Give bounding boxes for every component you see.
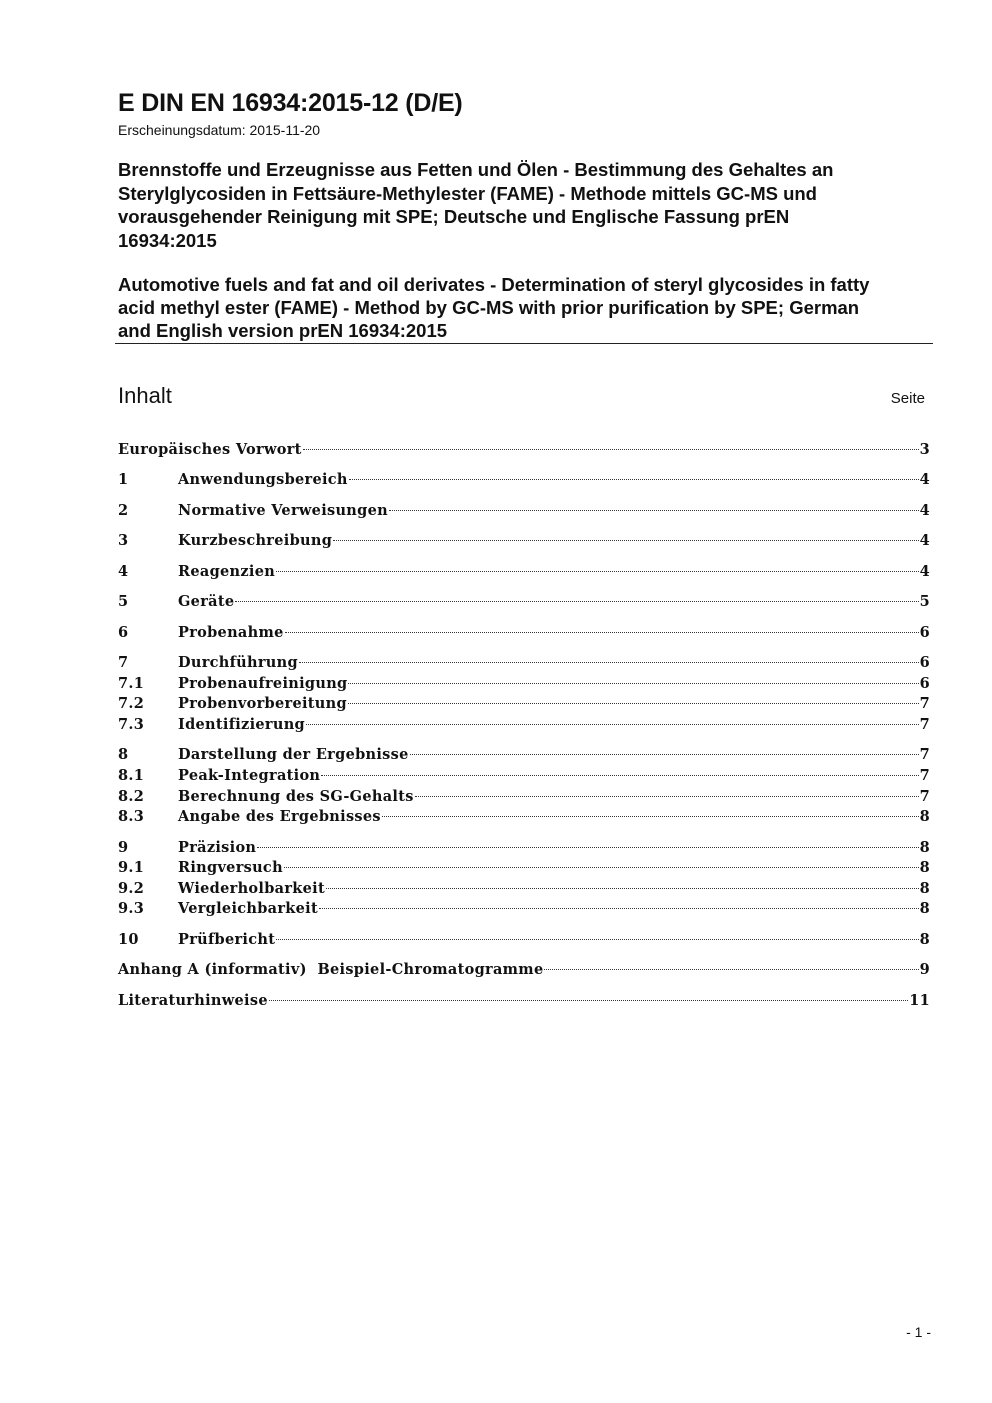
toc-entry-page: 5 <box>919 593 930 610</box>
toc-dot-leader <box>415 796 919 797</box>
toc-entry[interactable] <box>118 991 930 1011</box>
toc-dot-leader <box>257 847 918 848</box>
toc-entry-title: Probenaufreinigung <box>178 675 348 692</box>
toc-entry-number: 9.3 <box>118 900 145 917</box>
toc-entry-number: 4 <box>118 563 129 580</box>
toc-dot-leader <box>389 510 919 511</box>
toc-entry-title: Normative Verweisungen <box>178 502 388 519</box>
toc-entry[interactable] <box>118 531 930 551</box>
toc-dot-leader <box>544 969 918 970</box>
toc-entry-page: 4 <box>919 563 930 580</box>
toc-entry-number: 2 <box>118 502 129 519</box>
toc-entry[interactable] <box>118 745 930 765</box>
toc-entry-title: Berechnung des SG-Gehalts <box>178 788 414 805</box>
toc-entry-page: 7 <box>919 788 930 805</box>
title-german-line: Sterylglycosiden in Fettsäure-Methylester (FAME) - Methode mittels GC-MS und <box>118 182 817 204</box>
toc-entry-page: 11 <box>909 992 930 1009</box>
toc-entry[interactable] <box>118 960 930 980</box>
document-number: E DIN EN 16934:2015-12 (D/E) <box>118 89 463 117</box>
toc-entry-title: Prüfbericht <box>178 931 276 948</box>
toc-entry-number: 7.1 <box>118 675 145 692</box>
toc-entry-number: 7 <box>118 654 129 671</box>
toc-entry-number: 8.1 <box>118 767 145 784</box>
title-german-line: vorausgehender Reinigung mit SPE; Deutsche und Englische Fassung prEN <box>118 206 790 227</box>
toc-dot-leader <box>348 683 918 684</box>
title-english-line: Automotive fuels and fat and oil derivates - Determination of steryl glycosides in fatty <box>118 274 870 295</box>
toc-entry-title: Darstellung der Ergebnisse <box>178 746 409 763</box>
toc-entry[interactable] <box>118 787 930 807</box>
toc-dot-leader <box>303 449 919 450</box>
toc-dot-leader <box>276 571 919 572</box>
toc-entry-title: Probenvorbereitung <box>178 695 347 712</box>
title-english <box>118 273 934 342</box>
toc-dot-leader <box>235 601 918 602</box>
toc-entry[interactable] <box>118 440 930 460</box>
toc-dot-leader <box>349 479 919 480</box>
toc-entry[interactable] <box>118 470 930 490</box>
toc-dot-leader <box>410 754 919 755</box>
toc-entry[interactable] <box>118 501 930 521</box>
toc-entry-number: 7.3 <box>118 716 145 733</box>
toc-entry-number: 8 <box>118 746 129 763</box>
toc-dot-leader <box>285 632 919 633</box>
toc-entry[interactable] <box>118 562 930 582</box>
toc-dot-leader <box>319 908 919 909</box>
toc-entry-page: 7 <box>919 695 930 712</box>
toc-entry[interactable] <box>118 694 930 714</box>
toc-entry-number: 8.2 <box>118 788 145 805</box>
toc-dot-leader <box>284 867 919 868</box>
toc-entry-title: Literaturhinweise <box>118 992 268 1009</box>
toc-entry[interactable] <box>118 623 930 643</box>
toc-entry-title: Europäisches Vorwort <box>118 441 302 458</box>
title-german <box>118 158 934 252</box>
toc-entry-number: 7.2 <box>118 695 145 712</box>
toc-heading: Inhalt <box>118 383 172 408</box>
toc-entry-title: Peak-Integration <box>178 767 321 784</box>
toc-page-label: Seite <box>890 390 925 407</box>
toc-entry[interactable] <box>118 674 930 694</box>
toc-entry-title: Ringversuch <box>178 859 283 876</box>
toc-entry-title: Angabe des Ergebnisses <box>178 808 381 825</box>
title-german-line: 16934:2015 <box>118 229 217 251</box>
toc-entry-page: 7 <box>919 746 930 763</box>
toc-entry-page: 6 <box>919 675 930 692</box>
toc-entry-title: Identifizierung <box>178 716 305 733</box>
toc-dot-leader <box>348 703 919 704</box>
toc-entry-title: Anhang A (informativ) Beispiel-Chromatogramme <box>118 961 544 978</box>
toc-entry-title: Probenahme <box>178 624 284 641</box>
toc-dot-leader <box>326 888 919 889</box>
toc-entry[interactable] <box>118 807 930 827</box>
toc-entry-page: 7 <box>919 716 930 733</box>
toc-entry-page: 7 <box>919 767 930 784</box>
toc-dot-leader <box>333 540 918 541</box>
toc-entry-title: Präzision <box>178 839 257 856</box>
toc-entry-number: 3 <box>118 532 129 549</box>
toc-entry[interactable] <box>118 899 930 919</box>
toc-entry-number: 1 <box>118 471 129 488</box>
toc-entry-page: 4 <box>919 502 930 519</box>
toc-entry-title: Kurzbeschreibung <box>178 532 333 549</box>
toc-entry-page: 8 <box>919 900 930 917</box>
toc-entry-page: 6 <box>919 654 930 671</box>
toc-entry-title: Anwendungsbereich <box>178 471 348 488</box>
toc-entry[interactable] <box>118 715 930 735</box>
toc-entry-page: 4 <box>919 471 930 488</box>
toc-entry-number: 9.1 <box>118 859 145 876</box>
toc-entry-page: 3 <box>919 441 930 458</box>
toc-entry[interactable] <box>118 766 930 786</box>
toc-entry[interactable] <box>118 838 930 858</box>
toc-entry[interactable] <box>118 653 930 673</box>
title-divider <box>115 343 933 344</box>
toc-entry-page: 6 <box>919 624 930 641</box>
toc-entry-title: Geräte <box>178 593 235 610</box>
toc-entry-page: 8 <box>919 808 930 825</box>
toc-entry-page: 8 <box>919 931 930 948</box>
toc-entry-page: 8 <box>919 839 930 856</box>
title-german-line: Brennstoffe und Erzeugnisse aus Fetten und Ölen - Bestimmung des Gehaltes an <box>118 159 834 180</box>
toc-entry[interactable] <box>118 592 930 612</box>
page-number: - 1 - <box>906 1324 931 1340</box>
toc-entry[interactable] <box>118 858 930 878</box>
toc-dot-leader <box>276 939 918 940</box>
title-english-line: acid methyl ester (FAME) - Method by GC-MS with prior purification by SPE; German <box>118 297 860 318</box>
publication-date: Erscheinungsdatum: 2015-11-20 <box>118 122 321 138</box>
toc-entry-page: 9 <box>919 961 930 978</box>
toc-entry-title: Durchführung <box>178 654 298 671</box>
toc-dot-leader <box>382 816 919 817</box>
toc-entry-number: 5 <box>118 593 129 610</box>
toc-dot-leader <box>321 775 918 776</box>
toc-entry-page: 8 <box>919 859 930 876</box>
toc-entry[interactable] <box>118 930 930 950</box>
toc-entry-number: 9.2 <box>118 880 145 897</box>
toc-entry-number: 6 <box>118 624 129 641</box>
toc-entry-number: 8.3 <box>118 808 145 825</box>
document-page <box>118 0 934 1403</box>
toc-entry-title: Wiederholbarkeit <box>178 880 325 897</box>
toc-entry-page: 8 <box>919 880 930 897</box>
toc-entry-number: 9 <box>118 839 129 856</box>
toc-entry-title: Reagenzien <box>178 563 276 580</box>
toc-dot-leader <box>269 1000 908 1001</box>
toc-entry[interactable] <box>118 879 930 899</box>
toc-dot-leader <box>299 662 919 663</box>
title-english-line: and English version prEN 16934:2015 <box>118 320 448 341</box>
toc-entry-title: Vergleichbarkeit <box>178 900 318 917</box>
toc-entry-number: 10 <box>118 931 139 948</box>
toc-dot-leader <box>306 724 919 725</box>
toc-entry-page: 4 <box>919 532 930 549</box>
